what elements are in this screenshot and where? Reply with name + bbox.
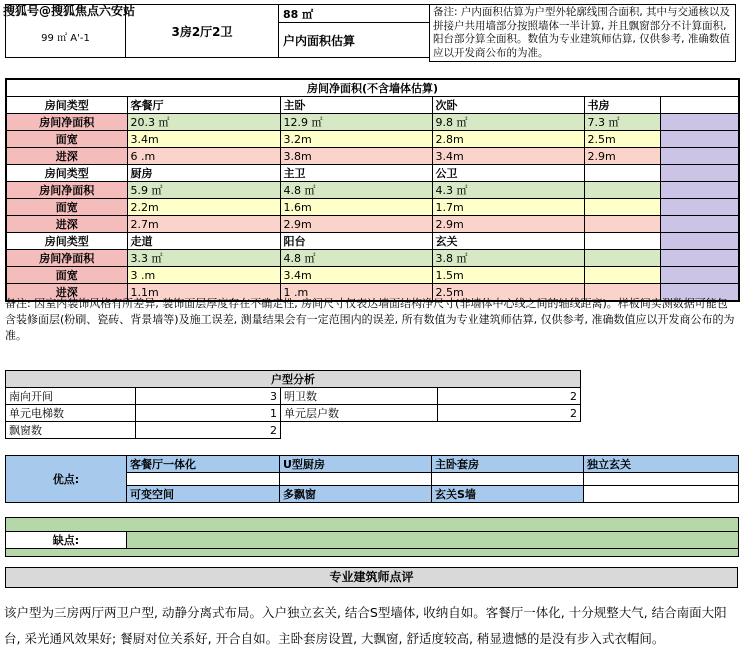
pros-item: 多飘窗 xyxy=(280,486,432,503)
table-cell xyxy=(584,182,660,199)
table-cell xyxy=(660,216,739,233)
analysis-label: 单元层户数 xyxy=(281,405,438,422)
table-cell: 2.2m xyxy=(127,199,280,216)
analysis-value: 2 xyxy=(438,405,581,422)
cons-row xyxy=(6,549,739,557)
pros-item: 主卧套房 xyxy=(432,456,584,473)
pros-row xyxy=(6,456,739,473)
table-cell xyxy=(660,97,739,114)
empty-cell xyxy=(6,518,739,532)
pros-item: U型厨房 xyxy=(280,456,432,473)
analysis-label: 南向开间 xyxy=(6,388,136,405)
table-cell: 客餐厅 xyxy=(127,97,280,114)
table-cell: 9.8 ㎡ xyxy=(432,114,584,131)
analysis-value: 2 xyxy=(136,422,281,439)
row-label-cell: 房间净面积 xyxy=(6,114,127,131)
analysis-title: 户型分析 xyxy=(6,371,581,388)
room-table-row xyxy=(6,165,739,182)
area-caption: 户内面积估算 xyxy=(283,33,356,48)
row-label-cell: 房间净面积 xyxy=(6,250,127,267)
layout-analysis-table xyxy=(5,370,581,439)
empty-cell xyxy=(281,422,438,439)
table-cell xyxy=(660,131,739,148)
row-label-cell: 面宽 xyxy=(6,267,127,284)
table-cell: 5.9 ㎡ xyxy=(127,182,280,199)
cons-label: 缺点: xyxy=(6,532,127,549)
pros-table xyxy=(5,455,739,503)
analysis-row xyxy=(6,405,581,422)
table-cell: 1 .m xyxy=(280,284,432,302)
analysis-label: 单元电梯数 xyxy=(6,405,136,422)
analysis-header-row xyxy=(6,371,581,388)
analysis-row xyxy=(6,388,581,405)
empty-cell xyxy=(584,473,739,486)
table-cell: 3.2m xyxy=(280,131,432,148)
table-cell: 6 .m xyxy=(127,148,280,165)
row-label-cell: 房间类型 xyxy=(6,165,127,182)
table-cell: 主卫 xyxy=(280,165,432,182)
table-cell: 2.8m xyxy=(432,131,584,148)
table-cell: 3.4m xyxy=(127,131,280,148)
table-cell xyxy=(660,182,739,199)
room-table-row xyxy=(6,199,739,216)
empty-cell xyxy=(6,549,739,557)
room-table-row xyxy=(6,114,739,131)
table-cell: 3.8 ㎡ xyxy=(432,250,584,267)
review-title: 专业建筑师点评 xyxy=(5,567,738,588)
table-cell xyxy=(660,267,739,284)
review-text: 该户型为三房两厅两卫户型, 动静分离式布局。入户独立玄关, 结合S型墙体, 收纳自如。客餐厅一体化, 十分规整大气, 结合南面大阳台, 采光通风效果好; 餐厨对位关系好, 开合自如。主卧套房设置, 大飘窗, 舒适度较高, 稍显遗憾的是没有步入式衣帽间。 xyxy=(4,605,727,646)
table-cell: 3.4m xyxy=(432,148,584,165)
room-table-row xyxy=(6,148,739,165)
analysis-value: 2 xyxy=(438,388,581,405)
pros-label: 优点: xyxy=(6,456,127,503)
table-cell: 4.3 ㎡ xyxy=(432,182,584,199)
analysis-label: 飘窗数 xyxy=(6,422,136,439)
table-cell: 2.9m xyxy=(280,216,432,233)
header-note: 备注: 户内面积估算为户型外轮廓线围合面积, 其中与交通核以及拼接户共用墙部分按照墙体一半计算, 并且飘窗部分不计算面积, 阳台部分算全面积。数值为专业建筑师估算, 仅供参考, 准确数值应以开发商公布的为准。 xyxy=(429,4,736,62)
table-cell: 1.1m xyxy=(127,284,280,302)
pros-item: 玄关S墙 xyxy=(432,486,584,503)
table-cell: 4.8 ㎡ xyxy=(280,182,432,199)
table-cell: 1.7m xyxy=(432,199,584,216)
row-label-cell: 进深 xyxy=(6,284,127,302)
room-table-row xyxy=(6,250,739,267)
analysis-label: 明卫数 xyxy=(281,388,438,405)
row-label-cell: 面宽 xyxy=(6,199,127,216)
unit-name-cell: 99 ㎡ A'-1 xyxy=(5,4,126,58)
pros-item: 客餐厅一体化 xyxy=(127,456,280,473)
empty-cell xyxy=(584,486,739,503)
table-cell xyxy=(584,165,660,182)
table-cell xyxy=(584,216,660,233)
cons-row xyxy=(6,518,739,532)
measurement-note: 备注: 因室内装饰风格有所差异, 装饰面层厚度存在不确定性, 房间尺寸仅表达墙面结构净尺寸(非墙体中心线之间的轴线距离)。样板间实测数据可能包含装修面层(粉刷、瓷砖、背景墙等)及施工误差, 测量结果会有一定范围内的误差, 所有数值为专业建筑师估算, 仅供参考, 准确数值应以开发商公布的为准。 xyxy=(5,297,735,342)
room-table-row xyxy=(6,216,739,233)
pros-item: 独立玄关 xyxy=(584,456,739,473)
table-cell: 2.7m xyxy=(127,216,280,233)
table-cell xyxy=(584,199,660,216)
analysis-row xyxy=(6,422,581,439)
row-label-cell: 进深 xyxy=(6,148,127,165)
row-label-cell: 面宽 xyxy=(6,131,127,148)
analysis-value: 3 xyxy=(136,388,281,405)
table-cell xyxy=(584,250,660,267)
empty-cell xyxy=(280,473,432,486)
table-cell xyxy=(660,148,739,165)
table-cell: 玄关 xyxy=(432,233,584,250)
table-cell: 3.3 ㎡ xyxy=(127,250,280,267)
table-cell: 3 .m xyxy=(127,267,280,284)
table-cell: 12.9 ㎡ xyxy=(280,114,432,131)
table-cell: 次卧 xyxy=(432,97,584,114)
table-cell: 主卧 xyxy=(280,97,432,114)
table-title-row xyxy=(6,79,739,97)
table-cell xyxy=(584,267,660,284)
layout-cell: 3房2厅2卫 xyxy=(125,4,279,58)
table-cell: 2.5m xyxy=(584,131,660,148)
watermark: 搜狐号@搜狐焦点六安站 xyxy=(3,4,136,18)
table-cell: 20.3 ㎡ xyxy=(127,114,280,131)
table-cell: 2.9m xyxy=(584,148,660,165)
room-table-row xyxy=(6,267,739,284)
table-title: 房间净面积(不含墙体估算) xyxy=(6,79,739,97)
table-cell: 阳台 xyxy=(280,233,432,250)
table-cell: 2.9m xyxy=(432,216,584,233)
empty-cell xyxy=(127,532,739,549)
table-cell xyxy=(660,233,739,250)
area-value: 88 ㎡ xyxy=(279,5,429,23)
area-cell xyxy=(278,4,430,58)
table-cell xyxy=(660,165,739,182)
table-cell xyxy=(660,199,739,216)
room-table-row xyxy=(6,233,739,250)
row-label-cell: 房间类型 xyxy=(6,233,127,250)
row-label-cell: 房间类型 xyxy=(6,97,127,114)
room-table-row xyxy=(6,182,739,199)
row-label-cell: 房间净面积 xyxy=(6,182,127,199)
empty-cell xyxy=(432,473,584,486)
analysis-value: 1 xyxy=(136,405,281,422)
cons-row xyxy=(6,532,739,549)
pros-item: 可变空间 xyxy=(127,486,280,503)
table-cell: 3.4m xyxy=(280,267,432,284)
empty-cell xyxy=(127,473,280,486)
table-cell: 厨房 xyxy=(127,165,280,182)
table-cell: 公卫 xyxy=(432,165,584,182)
table-cell: 3.8m xyxy=(280,148,432,165)
table-cell: 7.3 ㎡ xyxy=(584,114,660,131)
table-cell: 4.8 ㎡ xyxy=(280,250,432,267)
table-cell: 2.5m xyxy=(432,284,584,302)
table-cell: 1.5m xyxy=(432,267,584,284)
cons-table xyxy=(5,517,739,557)
row-label-cell: 进深 xyxy=(6,216,127,233)
table-cell: 1.6m xyxy=(280,199,432,216)
room-table-row xyxy=(6,131,739,148)
table-cell: 书房 xyxy=(584,97,660,114)
table-cell xyxy=(584,233,660,250)
table-cell: 走道 xyxy=(127,233,280,250)
room-area-table xyxy=(5,78,740,302)
room-table-row xyxy=(6,97,739,114)
table-cell xyxy=(660,114,739,131)
empty-cell xyxy=(438,422,581,439)
table-cell xyxy=(660,250,739,267)
